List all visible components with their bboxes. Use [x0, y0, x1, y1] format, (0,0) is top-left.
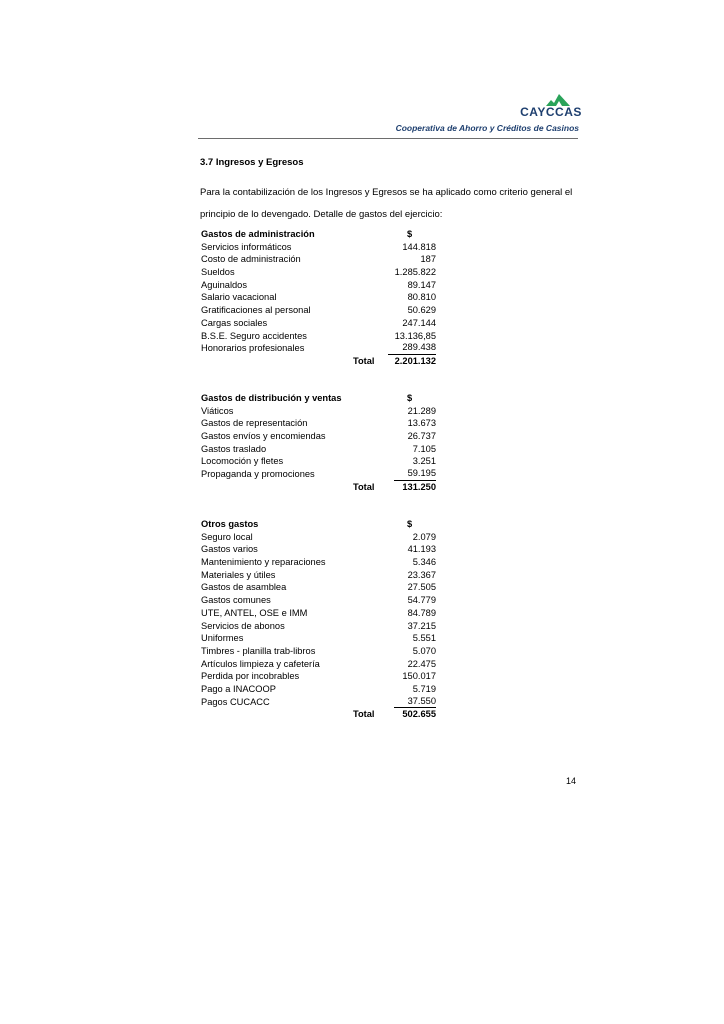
- table-row: [201, 279, 441, 292]
- row-value: 84.789: [407, 607, 436, 618]
- table-row: [201, 696, 441, 709]
- table-row: [201, 683, 441, 696]
- table-row: [201, 417, 441, 430]
- table-row: [201, 670, 441, 683]
- row-label: Materiales y útiles: [201, 569, 276, 580]
- row-value: 13.136,85: [394, 330, 436, 341]
- table-header: [201, 392, 441, 405]
- row-value: 5.346: [412, 557, 436, 568]
- table-gastos-administracion: [201, 228, 441, 368]
- row-value: 23.367: [407, 569, 436, 580]
- table-row: [201, 531, 441, 544]
- row-label: Honorarios profesionales: [201, 343, 305, 354]
- table-row: [201, 291, 441, 304]
- row-label: Perdida por incobrables: [201, 671, 300, 682]
- table-row: [201, 556, 441, 569]
- header-divider: [198, 138, 578, 139]
- row-value: 150.017: [402, 671, 436, 682]
- table-row: [201, 266, 441, 279]
- row-label: Pago a INACOOP: [201, 683, 276, 694]
- table-row: [201, 253, 441, 266]
- table-row: [201, 645, 441, 658]
- row-value: 27.505: [407, 582, 436, 593]
- company-subtitle: Cooperativa de Ahorro y Créditos de Casinos: [395, 123, 579, 133]
- row-label: B.S.E. Seguro accidentes: [201, 330, 307, 341]
- table-total: [201, 481, 441, 494]
- total-value: 131.250: [402, 481, 436, 492]
- table-row: [201, 455, 441, 468]
- page-number: 14: [566, 776, 577, 786]
- row-value: 5.070: [412, 645, 436, 656]
- table-row: [201, 468, 441, 481]
- table-header: [201, 518, 441, 531]
- row-label: Gastos comunes: [201, 595, 271, 606]
- row-label: Gastos de asamblea: [201, 582, 287, 593]
- row-value: 21.289: [407, 405, 436, 416]
- row-value: 5.719: [412, 683, 436, 694]
- total-value: 502.655: [402, 709, 436, 720]
- table-row: [201, 594, 441, 607]
- row-value: 37.215: [407, 620, 436, 631]
- row-label: Timbres - planilla trab-libros: [201, 645, 316, 656]
- table-row: [201, 405, 441, 418]
- table-row: [201, 632, 441, 645]
- row-label: Gastos envíos y encomiendas: [201, 431, 326, 442]
- table-row: [201, 241, 441, 254]
- row-label: Locomoción y fletes: [201, 456, 284, 467]
- row-value: 3.251: [412, 456, 436, 467]
- currency-symbol: $: [407, 519, 413, 529]
- currency-symbol: $: [407, 393, 413, 403]
- row-value: 41.193: [407, 544, 436, 555]
- row-label: Sueldos: [201, 267, 235, 278]
- company-logo: [516, 94, 586, 124]
- brand-name: CAYCCAS: [520, 105, 582, 119]
- table-total: [201, 355, 441, 368]
- row-label: Pagos CUCACC: [201, 696, 270, 707]
- table-row: [201, 342, 441, 355]
- table-row: [201, 620, 441, 633]
- currency-symbol: $: [407, 229, 413, 239]
- row-value: 89.147: [407, 279, 436, 290]
- row-value: 37.550: [394, 696, 436, 709]
- row-value: 289.438: [388, 342, 436, 355]
- table-row: [201, 330, 441, 343]
- row-label: Gastos varios: [201, 544, 258, 555]
- row-value: 22.475: [407, 658, 436, 669]
- table-otros-gastos: [201, 518, 441, 721]
- row-value: 7.105: [412, 443, 436, 454]
- row-value: 80.810: [407, 292, 436, 303]
- total-label: Total: [353, 481, 375, 492]
- row-label: Servicios informáticos: [201, 241, 292, 252]
- row-value: 5.551: [412, 633, 436, 644]
- row-label: Uniformes: [201, 633, 244, 644]
- table-row: [201, 317, 441, 330]
- row-label: Gastos de representación: [201, 418, 308, 429]
- row-label: Salario vacacional: [201, 292, 277, 303]
- table-header: [201, 228, 441, 241]
- row-value: 144.818: [402, 241, 436, 252]
- row-value: 54.779: [407, 595, 436, 606]
- table-row: [201, 569, 441, 582]
- table-row: [201, 581, 441, 594]
- row-label: Servicios de abonos: [201, 620, 285, 631]
- row-value: 187: [420, 254, 436, 265]
- row-label: Gastos traslado: [201, 443, 267, 454]
- table-title: Otros gastos: [201, 519, 259, 529]
- row-label: Propaganda y promociones: [201, 469, 315, 480]
- total-label: Total: [353, 709, 375, 720]
- row-value: 13.673: [407, 418, 436, 429]
- row-value: 50.629: [407, 305, 436, 316]
- row-label: Cargas sociales: [201, 317, 268, 328]
- table-row: [201, 607, 441, 620]
- table-total: [201, 708, 441, 721]
- table-gastos-distribucion-ventas: [201, 392, 441, 494]
- total-label: Total: [353, 355, 375, 366]
- section-intro: Para la contabilización de los Ingresos y Egresos se ha aplicado como criterio general el principio de lo devengado. Detalle de gastos del ejercicio:: [200, 187, 573, 220]
- row-label: Artículos limpieza y cafetería: [201, 658, 320, 669]
- row-label: Mantenimiento y reparaciones: [201, 557, 326, 568]
- row-label: Costo de administración: [201, 254, 301, 265]
- row-label: Seguro local: [201, 531, 253, 542]
- table-row: [201, 430, 441, 443]
- total-value: 2.201.132: [394, 355, 436, 366]
- row-label: Gratificaciones al personal: [201, 305, 311, 316]
- row-value: 2.079: [412, 531, 436, 542]
- table-row: [201, 443, 441, 456]
- row-value: 26.737: [407, 431, 436, 442]
- section-title: 3.7 Ingresos y Egresos: [200, 157, 304, 168]
- row-label: Aguinaldos: [201, 279, 248, 290]
- table-row: [201, 543, 441, 556]
- row-value: 1.285.822: [394, 267, 436, 278]
- row-value: 59.195: [394, 468, 436, 481]
- row-label: Viáticos: [201, 405, 234, 416]
- table-title: Gastos de distribución y ventas: [201, 393, 342, 403]
- table-row: [201, 304, 441, 317]
- table-title: Gastos de administración: [201, 229, 315, 239]
- row-value: 247.144: [402, 317, 436, 328]
- row-label: UTE, ANTEL, OSE e IMM: [201, 607, 308, 618]
- table-row: [201, 658, 441, 671]
